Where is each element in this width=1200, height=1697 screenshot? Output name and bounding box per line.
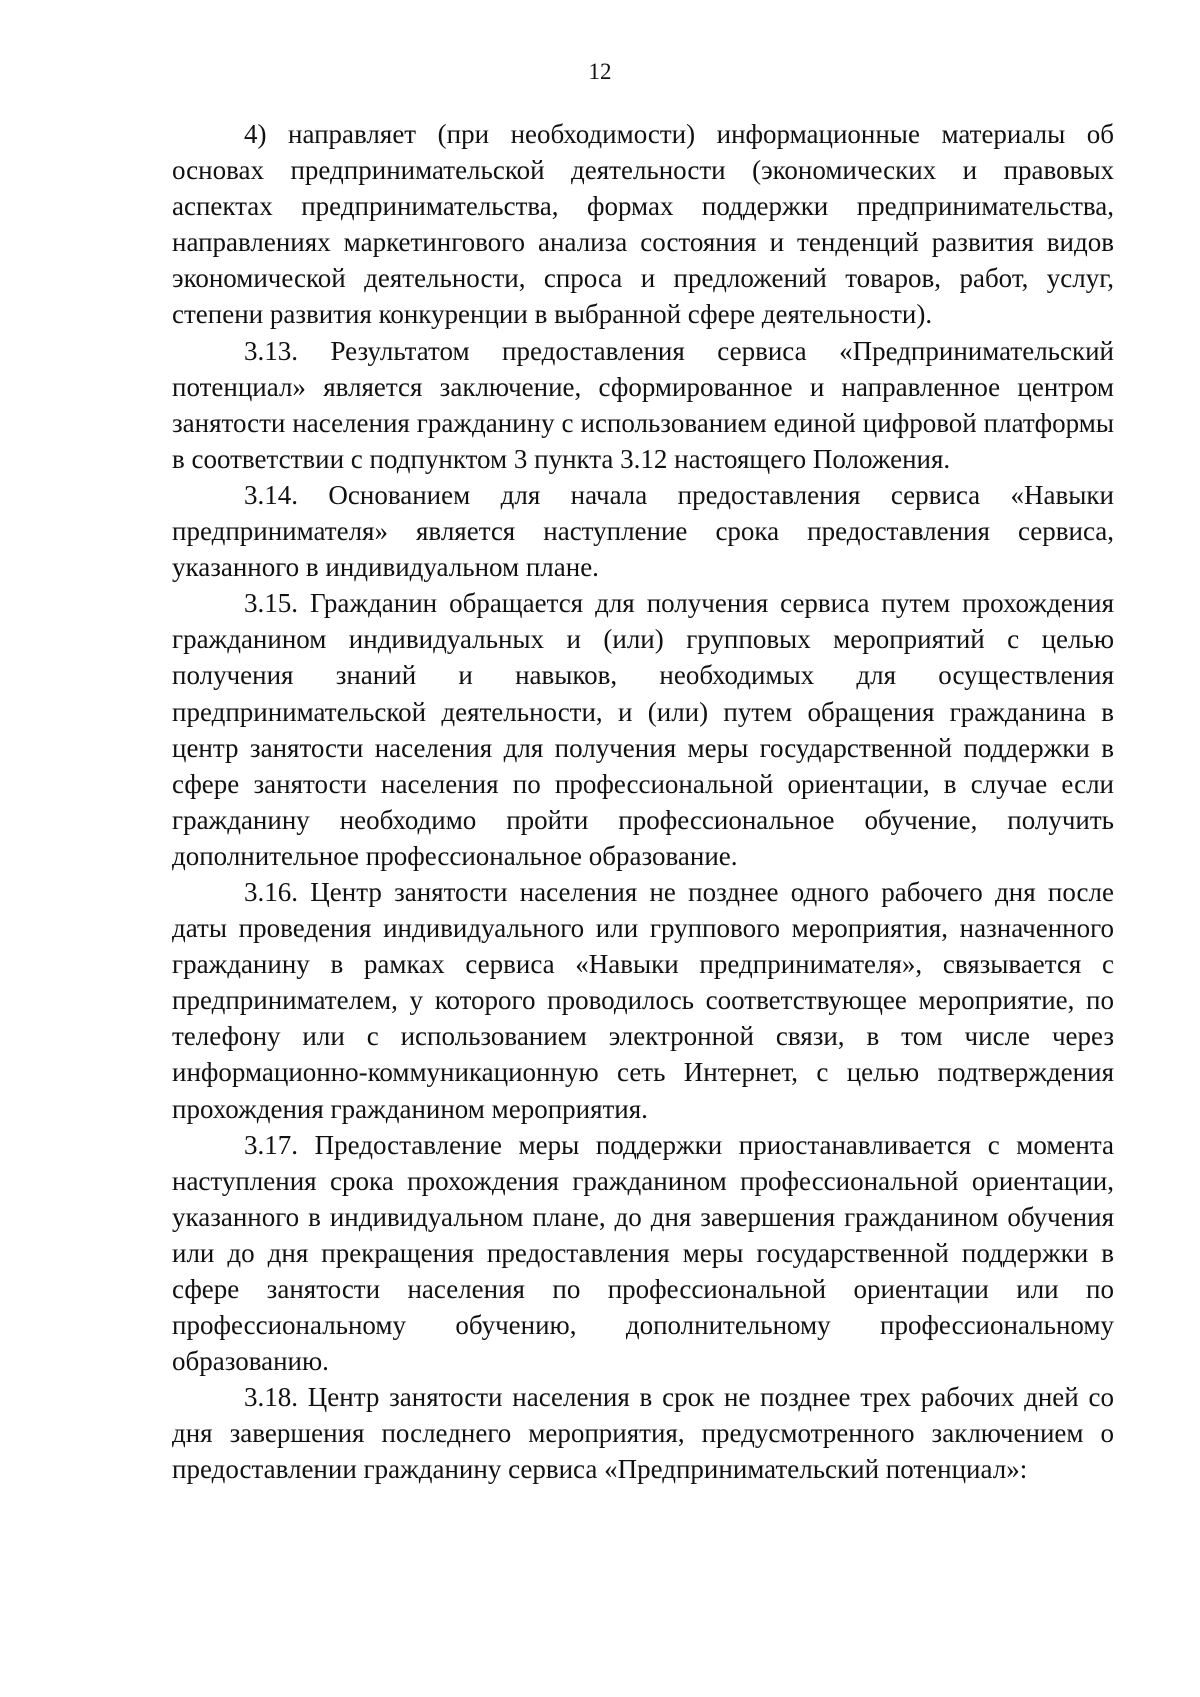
paragraph-item-4: 4) направляет (при необходимости) информационные материалы об основах предпринимательской деятельности (экономических и правовых аспектах предпринимательства, формах поддержки предпринимательства, направлениях маркетингового анализа состояния и тенденций развития видов экономической деятельности, спроса и предложений товаров, работ, услуг, степени развития конкуренции в выбранной сфере деятельности). [172,119,1114,330]
paragraph-3-13: 3.13. Результатом предоставления сервиса «Предпринимательский потенциал» является заключение, сформированное и направленное центром занятости населения гражданину с использованием единой цифровой платформы в соответствии с подпунктом 3 пункта 3.12 настоящего Положения. [172,335,1114,474]
page-number: 12 [588,59,612,84]
paragraph-3-15: 3.15. Гражданин обращается для получения сервиса путем прохождения гражданином индивидуальных и (или) групповых мероприятий с целью получения знаний и навыков, необходимых для осуществления предпринимательской деятельности, и (или) путем обращения гражданина в центр занятости населения для получения меры государственной поддержки в сфере занятости населения по профессиональной ориентации, в случае если гражданину необходимо пройти профессиональное обучение, получить дополнительное профессиональное образование. [172,588,1114,871]
paragraph-3-16: 3.16. Центр занятости населения не позднее одного рабочего дня после даты проведения индивидуального или группового мероприятия, назначенного гражданину в рамках сервиса «Навыки предпринимателя», связывается с предпринимателем, у которого проводилось соответствующее мероприятие, по телефону или с использованием электронной связи, в том числе через информационно-коммуникационную сеть Интернет, с целью подтверждения прохождения гражданином мероприятия. [172,876,1114,1124]
document-body [172,116,1114,1488]
paragraph-3-17: 3.17. Предоставление меры поддержки приостанавливается с момента наступления срока прохождения гражданином профессиональной ориентации, указанного в индивидуальном плане, до дня завершения гражданином обучения или до дня прекращения предоставления меры государственной поддержки в сфере занятости населения по профессиональной ориентации или по профессиональному обучению, дополнительному профессиональному образованию. [172,1129,1114,1377]
paragraph-3-18: 3.18. Центр занятости населения в срок не позднее трех рабочих дней со дня завершения последнего мероприятия, предусмотренного заключением о предоставлении гражданину сервиса «Предпринимательский потенциал»: [172,1382,1114,1485]
paragraph-3-14: 3.14. Основанием для начала предоставления сервиса «Навыки предпринимателя» является наступление срока предоставления сервиса, указанного в индивидуальном плане. [172,479,1114,583]
